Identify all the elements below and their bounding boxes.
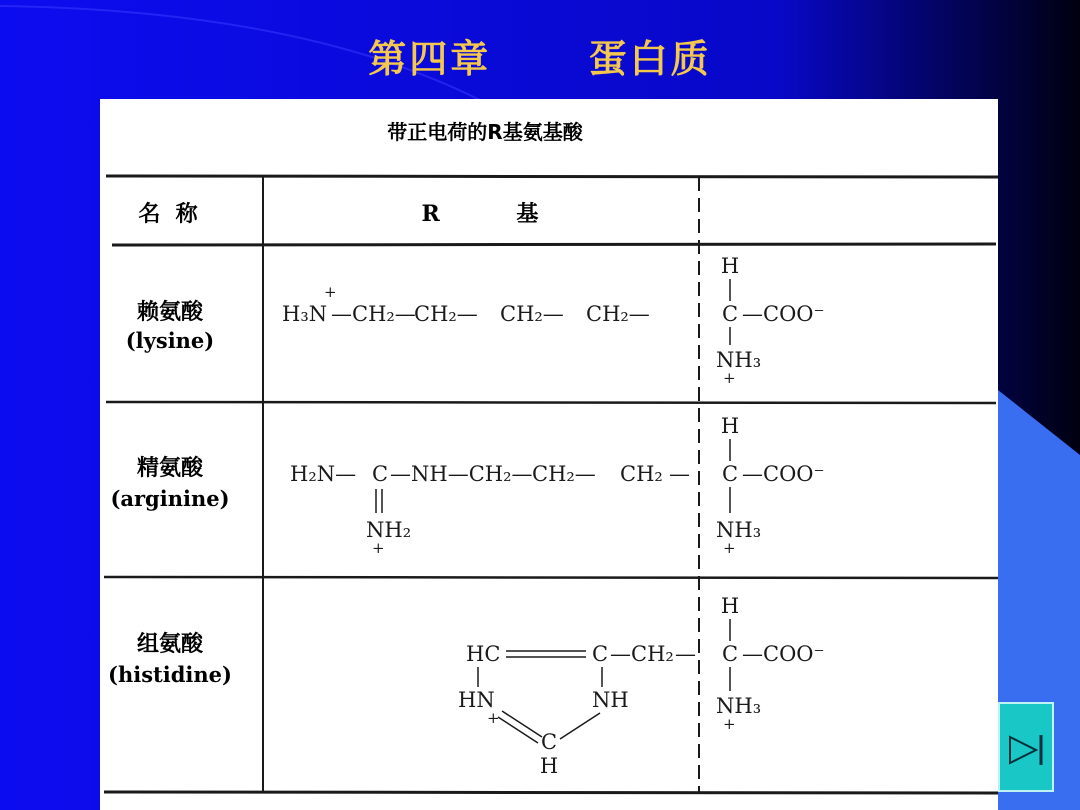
histidine-ring-cb: C [540, 730, 558, 754]
histidine-ring-hn: HN [458, 688, 495, 712]
table-bottom-rule [104, 792, 998, 793]
next-slide-button[interactable] [998, 702, 1054, 792]
histidine-alpha-c: C [721, 642, 739, 666]
header-name: 名 称 [138, 202, 198, 227]
arginine-cn-name: 精氨酸 [136, 456, 204, 481]
arginine-dash-1: — [669, 462, 690, 486]
histidine-nh3-plus: + [723, 715, 736, 733]
lysine-alpha-h: H [720, 254, 740, 278]
lysine-alpha-c: C [721, 302, 739, 326]
lysine-r-5: CH₂— [586, 302, 650, 326]
lysine-nh3-plus: + [723, 369, 736, 387]
table-top-rule [106, 176, 998, 177]
figure-title: 带正电荷的R基氨基酸 [387, 120, 583, 144]
histidine-en-name: (histidine) [108, 662, 232, 687]
histidine-bond-br [560, 713, 600, 739]
slide-title: 第四章 蛋白质 [368, 37, 712, 81]
histidine-hn-plus: + [487, 709, 500, 727]
header-rule [112, 244, 996, 245]
histidine-cn-name: 组氨酸 [136, 632, 204, 657]
histidine-alpha-h: H [720, 594, 740, 618]
histidine-ring-h: H [539, 754, 559, 778]
amino-acid-figure [100, 99, 998, 810]
lysine-r-plus: + [324, 283, 337, 301]
lysine-en-name: (lysine) [125, 328, 215, 353]
amino-acid-table [100, 99, 998, 810]
arginine-nh2-plus: + [372, 539, 385, 557]
lysine-alpha-nh3: NH₃ [716, 348, 762, 372]
next-slide-icon [1000, 704, 1052, 790]
histidine-ring-hc: HC [466, 642, 501, 666]
histidine-alpha-nh3: NH₃ [716, 694, 762, 718]
lysine-r-3: CH₂— [414, 302, 478, 326]
lysine-r-2: —CH₂— [331, 302, 416, 326]
lysine-cn-name: 赖氨酸 [136, 300, 204, 325]
arginine-coo: —COO⁻ [742, 462, 825, 486]
header-r-group: R 基 [421, 201, 539, 227]
arginine-alpha-nh3: NH₃ [716, 518, 762, 542]
arginine-r-1: H₂N— [290, 462, 357, 486]
lysine-r-1: H₃N [282, 302, 328, 326]
arginine-r-2: —NH—CH₂— [390, 462, 533, 486]
arginine-en-name: (arginine) [110, 486, 230, 511]
arginine-r-4: CH₂ [620, 462, 663, 486]
lysine-coo: —COO⁻ [742, 302, 825, 326]
arginine-alpha-h: H [720, 414, 740, 438]
histidine-ring-nh: NH [592, 688, 629, 712]
row-rule-1 [106, 402, 996, 403]
histidine-coo: —COO⁻ [742, 642, 825, 666]
arginine-nh3-plus: + [723, 539, 736, 557]
histidine-ring-c: C [592, 642, 609, 666]
row-rule-2 [104, 577, 998, 578]
histidine-dash: — [675, 642, 696, 666]
arginine-r-3: CH₂— [532, 462, 596, 486]
arginine-r-nh2: NH₂ [366, 518, 412, 542]
arginine-alpha-c: C [721, 462, 739, 486]
histidine-ch2: —CH₂ [610, 642, 674, 666]
arginine-r-c: C [372, 462, 389, 486]
lysine-r-4: CH₂— [500, 302, 564, 326]
